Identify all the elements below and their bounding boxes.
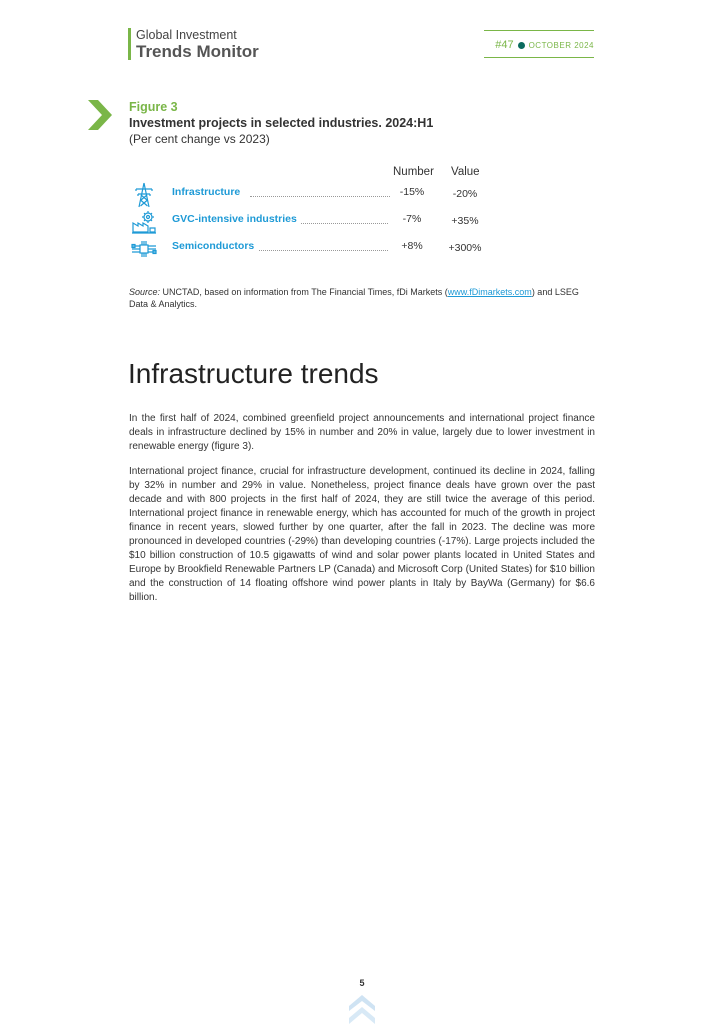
header-accent-bar xyxy=(128,28,131,60)
source-prefix: Source: xyxy=(129,287,161,297)
figure-subtitle: (Per cent change vs 2023) xyxy=(129,132,270,146)
issue-date: OCTOBER 2024 xyxy=(528,40,594,50)
issue-bottom-rule xyxy=(484,57,594,58)
figure-title: Investment projects in selected industries. 2024:H1 xyxy=(129,116,434,130)
publication-title-line2: Trends Monitor xyxy=(136,42,259,61)
source-text-after: ) and LSEG Data & Analytics. xyxy=(129,287,579,309)
table-row xyxy=(130,236,490,262)
row-label: Infrastructure xyxy=(172,186,244,198)
issue-number: #47 xyxy=(495,39,514,51)
column-header-value: Value xyxy=(451,166,480,178)
issue-dot-icon xyxy=(518,42,525,49)
figure-source-note xyxy=(129,286,597,310)
source-text-before: UNCTAD, based on information from The Financial Times, fDi Markets ( xyxy=(160,287,448,297)
body-paragraph: International project finance, crucial for infrastructure development, continued its decline in 2024, falling by 32% in number and 29% in value. Nonetheless, project finance deals have grown over the past decade and with 800 projects in the first half of 2024, they are still twice the average of this period. International project finance in renewable energy, which has accounted for much of the growth in project finance in recent years, slowed further by one quarter, after the fall in 2023. The decline was more pronounced in developed countries (-29%) than developing countries (-17%). Large projects included the $10 billion construction of 10.5 gigawatts of wind and solar power plants located in United States and Europe by Brookfield Renewable Partners LP (Canada) and Microsoft Corp (United States) for $10 billion and the construction of 14 floating offshore wind power plants in Italy by BayWa (Germany) for $6.6 billion. xyxy=(129,466,595,603)
row-value-value: -20% xyxy=(452,188,478,200)
page-number: 5 xyxy=(359,978,365,988)
scroll-to-top-icon[interactable] xyxy=(349,995,375,1024)
power-tower-icon xyxy=(130,182,158,208)
row-number-value: +8% xyxy=(401,240,423,252)
issue-info xyxy=(484,39,594,51)
chevron-right-icon xyxy=(88,100,112,130)
row-number-value: -15% xyxy=(399,186,425,198)
row-label: GVC-intensive industries xyxy=(172,213,301,225)
dotted-leader xyxy=(250,250,388,251)
source-link[interactable]: www.fDimarkets.com xyxy=(447,287,532,297)
dotted-leader xyxy=(250,196,390,197)
row-value-value: +35% xyxy=(451,215,479,227)
publication-title-line1: Global Investment xyxy=(136,28,237,42)
table-row xyxy=(130,209,490,235)
row-label: Semiconductors xyxy=(172,240,258,252)
column-header-number: Number xyxy=(393,166,434,178)
section-heading: Infrastructure trends xyxy=(128,358,379,389)
table-row xyxy=(130,182,490,208)
figure-label: Figure 3 xyxy=(129,100,178,114)
body-paragraph: In the first half of 2024, combined greenfield project announcements and international project finance deals in infrastructure declined by 15% in number and 20% in value, largely due to lower investment in renewable energy (figure 3). xyxy=(129,413,595,452)
issue-top-rule xyxy=(484,30,594,31)
row-value-value: +300% xyxy=(448,242,482,254)
chip-icon xyxy=(130,236,158,262)
row-number-value: -7% xyxy=(402,213,422,225)
factory-gear-icon xyxy=(130,209,158,235)
